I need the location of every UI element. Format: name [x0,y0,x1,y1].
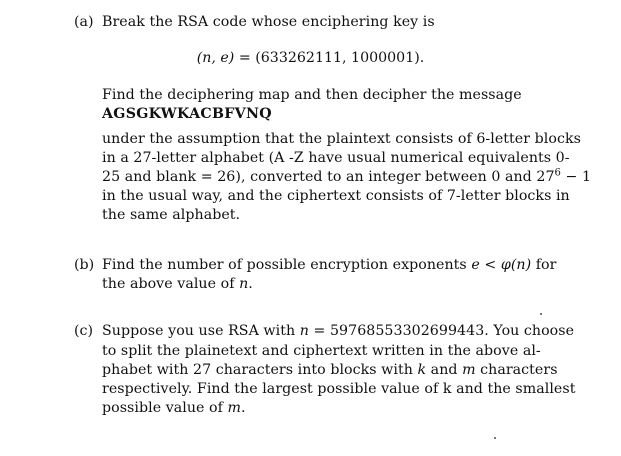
part-b-label: (b) [74,257,95,273]
part-c-line-5-text: possible value of [102,400,228,416]
part-a-line-8: in the usual way, and the ciphertext consists of 7-letter blocks in [102,188,570,204]
part-a-line-7 [102,168,591,187]
part-a-line-3: Find the deciphering map and then decipher the message [102,87,522,103]
part-c-line-2: to split the plainetext and ciphertext written in the above al- [102,343,541,359]
var-n: n [239,276,249,292]
part-b-text-tail: for [531,257,557,273]
var-m: m [227,400,242,416]
var-e: e [471,257,480,273]
line-7-text: 25 and blank = 26), converted to an integer between 0 and 27 [102,169,555,185]
scan-speck [494,437,496,439]
part-a-line-1: Break the RSA code whose enciphering key is [102,14,435,30]
part-c-line-3-text: phabet with 27 characters into blocks with [102,362,418,378]
part-c-line-3-tail: characters [475,362,558,378]
period: . [248,276,253,292]
scan-speck [540,313,542,315]
part-c-line-1 [102,322,574,341]
var-n: n [299,323,309,339]
key-equals: = [234,50,256,66]
and-word: and [426,362,463,378]
part-c-text-tail: = 59768553302699443. You choose [308,323,575,339]
less-than: < [479,257,501,273]
part-a-line-6: in a 27-letter alphabet (A -Z have usual numerical equivalents 0- [102,150,570,166]
var-k: k [417,362,427,378]
part-c-line-5 [102,399,246,418]
part-b-line-1 [102,256,556,275]
part-c-line-3 [102,361,558,380]
part-a-line-9: the same alphabet. [102,207,241,223]
var-m: m [462,362,476,378]
part-a-line-5: under the assumption that the plaintext consists of 6-letter blocks [102,131,581,147]
part-b-text: Find the number of possible encryption exponents [102,257,472,273]
ciphertext-message: AGSGKWKACBFVNQ [102,106,272,122]
exponent: 6 [554,167,561,179]
key-lhs: (n, e) [196,50,235,66]
part-b-line-2-text: the above value of [102,276,240,292]
part-c-line-4: respectively. Find the largest possible value of k and the smallest [102,381,576,397]
part-c-text: Suppose you use RSA with [102,323,300,339]
line-7-tail: − 1 [560,169,592,185]
phi-n: φ(n) [500,257,532,273]
part-b-line-2 [102,275,253,294]
key-rhs: (633262111, 1000001). [255,50,425,66]
part-a-label: (a) [74,14,94,30]
part-a-key-equation [0,49,621,68]
period: . [241,400,246,416]
part-c-label: (c) [74,323,94,339]
